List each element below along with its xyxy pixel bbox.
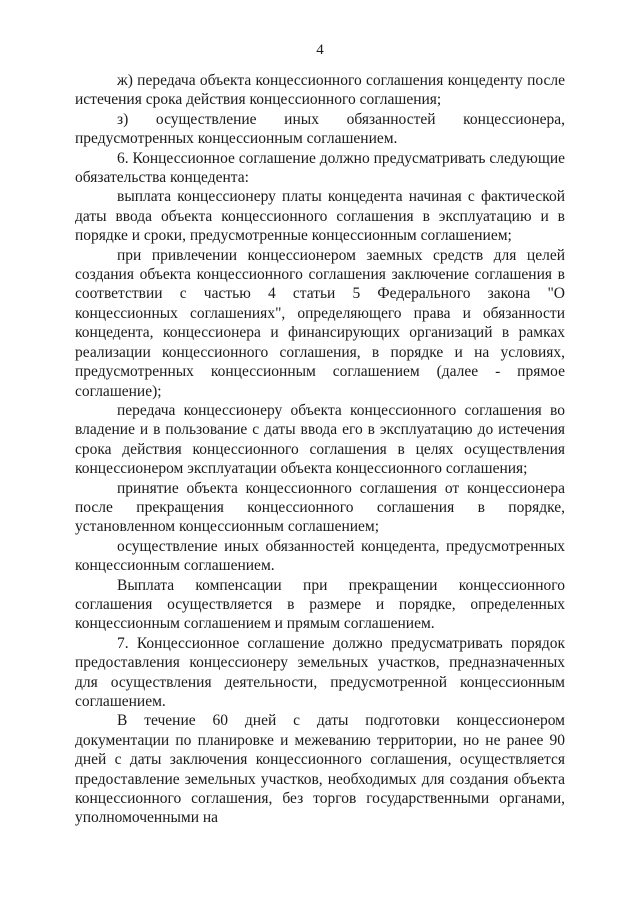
paragraph-item-z: з) осуществление иных обязанностей концессионера, предусмотренных концессионным соглашением. [75, 110, 565, 148]
document-body [75, 71, 565, 828]
paragraph-payment: выплата концессионеру платы концедента начиная с фактической даты ввода объекта концессионного соглашения в эксплуатацию и в порядке и сроки, предусмотренные концессионным соглашением; [75, 188, 565, 245]
paragraph-item-zh: ж) передача объекта концессионного соглашения концеденту после истечения срока действия концессионного соглашения; [75, 72, 565, 109]
paragraph-section-6: 6. Концессионное соглашение должно предусматривать следующие обязательства концедента: [75, 149, 565, 187]
paragraph-direct-agreement: при привлечении концессионером заемных средств для целей создания объекта концессионного соглашения заключение соглашения в соответствии с частью 4 статьи 5 Федерального закона "О концессионных соглашениях", определяющего права и обязанности концедента, концессионера и финансирующих организаций в рамках реализации концессионного соглашения, в порядке и на условиях, предусмотренных концессионным соглашением (далее - прямое соглашение); [75, 246, 565, 400]
paragraph-acceptance: принятие объекта концессионного соглашения от концессионера после прекращения концессионного соглашения в порядке, установленном концессионным соглашением; [75, 479, 565, 536]
paragraph-section-7: 7. Концессионное соглашение должно предусматривать порядок предоставления концессионеру земельных участков, предназначенных для осуществления деятельности, предусмотренной концессионным соглашением. [75, 634, 565, 710]
paragraph-land-plots: В течение 60 дней с даты подготовки концессионером документации по планировке и межеванию территории, но не ранее 90 дней с даты заключения концессионного соглашения, осуществляется предоставление земельных участков, необходимых для создания объекта концессионного соглашения, без торгов государственными органами, уполномоченными на [75, 712, 565, 827]
paragraph-compensation: Выплата компенсации при прекращении концессионного соглашения осуществляется в размере и порядке, определенных концессионным соглашением и прямым соглашением. [75, 576, 565, 633]
paragraph-other-duties: осуществление иных обязанностей концедента, предусмотренных концессионным соглашением. [75, 537, 565, 575]
paragraph-transfer-possession: передача концессионеру объекта концессионного соглашения во владение и в пользование с даты ввода его в эксплуатацию до истечения срока действия концессионного соглашения в целях осуществления концессионером эксплуатации объекта концессионного соглашения; [75, 401, 565, 478]
page-number: 4 [316, 42, 324, 58]
